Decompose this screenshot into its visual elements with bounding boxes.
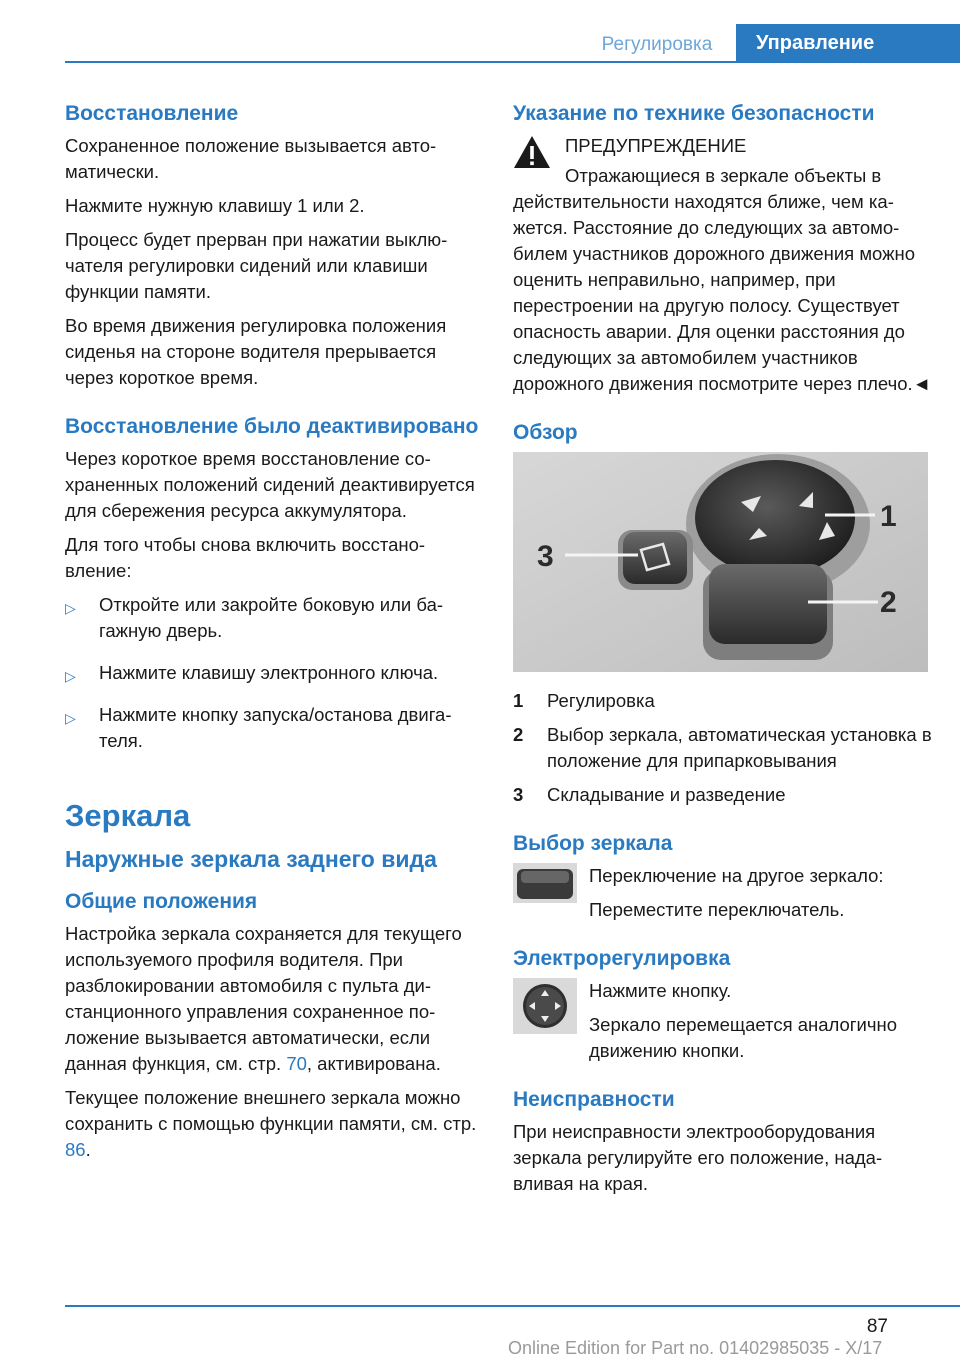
- mirror-select-switch-icon: [513, 863, 577, 931]
- bullet-list: [65, 592, 480, 754]
- warning-text: действительности находятся ближе, чем кажется. Расстояние до следующих за автомобилем участников дорожного движения можно оценить неправильно, например, при перестроении на другую полосу. Существует опасность аварии. Для оценки расстояния до следующих за автомобилем участников дорожного движения посмотрите через плечо.◄: [513, 191, 931, 394]
- tab-controls[interactable]: Управление: [736, 24, 960, 62]
- section-title-mirror-select: Выбор зеркала: [513, 832, 673, 855]
- left-column: [65, 100, 480, 1171]
- mirror-controls-photo: [513, 452, 928, 672]
- list-item: ▷ Нажмите кнопку запуска/останова двигателя.: [65, 704, 452, 751]
- chapter-title-mirrors: Зеркала: [65, 798, 191, 833]
- footer-rule: [65, 1305, 960, 1307]
- legend-list: [513, 688, 933, 808]
- triangle-bullet-icon: ▷: [65, 668, 76, 684]
- paragraph: Нажмите нужную клавишу 1 или 2.: [65, 195, 365, 216]
- mirror-adjust-knob-icon: [513, 978, 577, 1072]
- paragraph: Во время движения регулировка положения сиденья на стороне водителя прерывается через короткое время.: [65, 315, 447, 388]
- section-title-general: Общие положения: [65, 890, 258, 913]
- section-title-deactivated: Восстановление было деактивировано: [65, 415, 479, 438]
- section-title-electric-adjust: Электрорегулировка: [513, 947, 731, 970]
- photo-label-2: 2: [880, 586, 897, 619]
- warning-text-first: Отражающиеся в зеркале объекты в: [565, 165, 882, 186]
- page-number: 87: [866, 1316, 888, 1337]
- warning-triangle-icon: [513, 133, 551, 189]
- paragraph: Настройка зеркала сохраняется для текущего используемого профиля водителя. При разблокировании автомобиля с пульта дистанционного управления сохраненное положение вызывается автоматически, если данная функция, см. стр. 70, активирована.: [65, 923, 462, 1074]
- watermark: Online Edition for Part no. 01402985035 - X/17: [508, 1338, 883, 1358]
- legend-item: 3 Складывание и разведение: [513, 784, 786, 805]
- photo-label-3: 3: [537, 540, 554, 573]
- section-title-outer-mirrors: Наружные зеркала заднего вида: [65, 846, 437, 872]
- triangle-bullet-icon: ▷: [65, 710, 76, 726]
- paragraph: Для того чтобы снова включить восстановление:: [65, 534, 426, 581]
- section-title-restore: Восстановление: [65, 102, 239, 125]
- legend-item: 2 Выбор зеркала, автоматическая установка в положение для припарковывания: [513, 724, 932, 771]
- list-item: ▷ Нажмите клавишу электронного ключа.: [65, 660, 480, 686]
- warning-label: ПРЕДУПРЕЖДЕНИЕ: [565, 135, 747, 156]
- paragraph: Текущее положение внешнего зеркала можно сохранить с помощью функции памяти, см. стр. 86.: [65, 1087, 477, 1160]
- paragraph: Переключение на другое зеркало:: [589, 865, 884, 886]
- list-item: ▷ Откройте или закройте боковую или багажную дверь.: [65, 594, 444, 641]
- right-column: [513, 100, 933, 1205]
- paragraph: Зеркало перемещается аналогично движению кнопки.: [589, 1014, 898, 1061]
- paragraph: Процесс будет прерван при нажатии выключателя регулировки сидений или клавиши функции памяти.: [65, 229, 448, 302]
- page-link-70[interactable]: 70: [286, 1053, 307, 1074]
- page-link-86[interactable]: 86: [65, 1139, 86, 1160]
- legend-item: 1 Регулировка: [513, 690, 655, 711]
- paragraph: Переместите переключатель.: [589, 899, 845, 920]
- section-title-safety: Указание по технике безопасности: [513, 102, 875, 125]
- paragraph: Через короткое время восстановление сохраненных положений сидений деактивируется для сбережения ресурса аккумулятора.: [65, 448, 475, 521]
- paragraph: Сохраненное положение вызывается автоматически.: [65, 135, 437, 182]
- photo-label-1: 1: [880, 500, 897, 533]
- section-title-faults: Неисправности: [513, 1088, 675, 1111]
- triangle-bullet-icon: ▷: [65, 600, 76, 616]
- paragraph: Нажмите кнопку.: [589, 980, 732, 1001]
- paragraph: При неисправности электрооборудования зеркала регулируйте его положение, надавливая на края.: [513, 1121, 883, 1194]
- section-title-overview: Обзор: [513, 421, 578, 444]
- warning-block: [513, 133, 933, 189]
- tab-adjustment[interactable]: Регулировка: [601, 34, 713, 55]
